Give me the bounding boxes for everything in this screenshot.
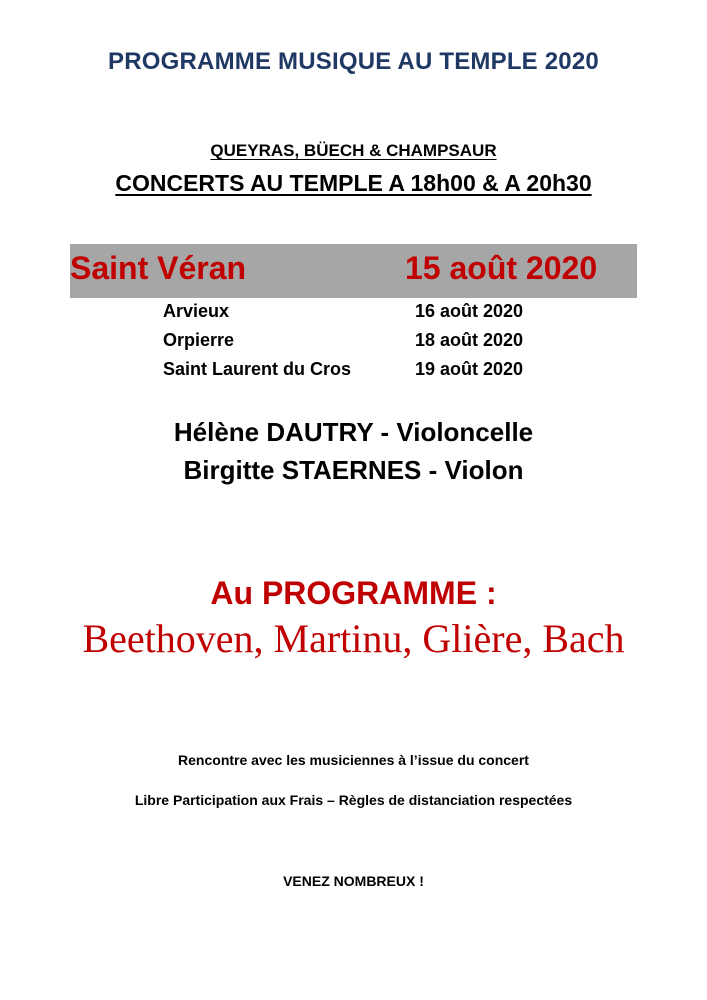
concerts-heading-text: CONCERTS AU TEMPLE A 18h00 & A 20h30 (115, 170, 592, 196)
date-row-place: Orpierre (163, 330, 235, 350)
programme-composers: Beethoven, Martinu, Glière, Bach (82, 616, 625, 661)
meeting-note: Rencontre avec les musiciennes à l’issue du concert (178, 752, 529, 768)
date-row-place: Saint Laurent du Cros (163, 359, 352, 379)
regions-subtitle (0, 141, 707, 161)
closing-line: VENEZ NOMBREUX ! (283, 873, 424, 889)
date-row-date: 19 août 2020 (415, 359, 524, 379)
featured-place: Saint Véran (70, 250, 247, 286)
performer-cello: Hélène DAUTRY - Violoncelle (173, 417, 534, 447)
page-title: PROGRAMME MUSIQUE AU TEMPLE 2020 (108, 48, 599, 75)
featured-date: 15 août 2020 (405, 250, 598, 286)
programme-heading: Au PROGRAMME : (210, 575, 497, 611)
date-row-date: 16 août 2020 (415, 301, 524, 321)
regions-subtitle-text: QUEYRAS, BÜECH & CHAMPSAUR (210, 141, 497, 160)
date-row-place: Arvieux (163, 301, 230, 321)
participation-note: Libre Participation aux Frais – Règles de distanciation respectées (134, 792, 573, 808)
performer-violin: Birgitte STAERNES - Violon (183, 455, 524, 485)
date-row-date: 18 août 2020 (415, 330, 524, 350)
concerts-heading (0, 170, 707, 197)
